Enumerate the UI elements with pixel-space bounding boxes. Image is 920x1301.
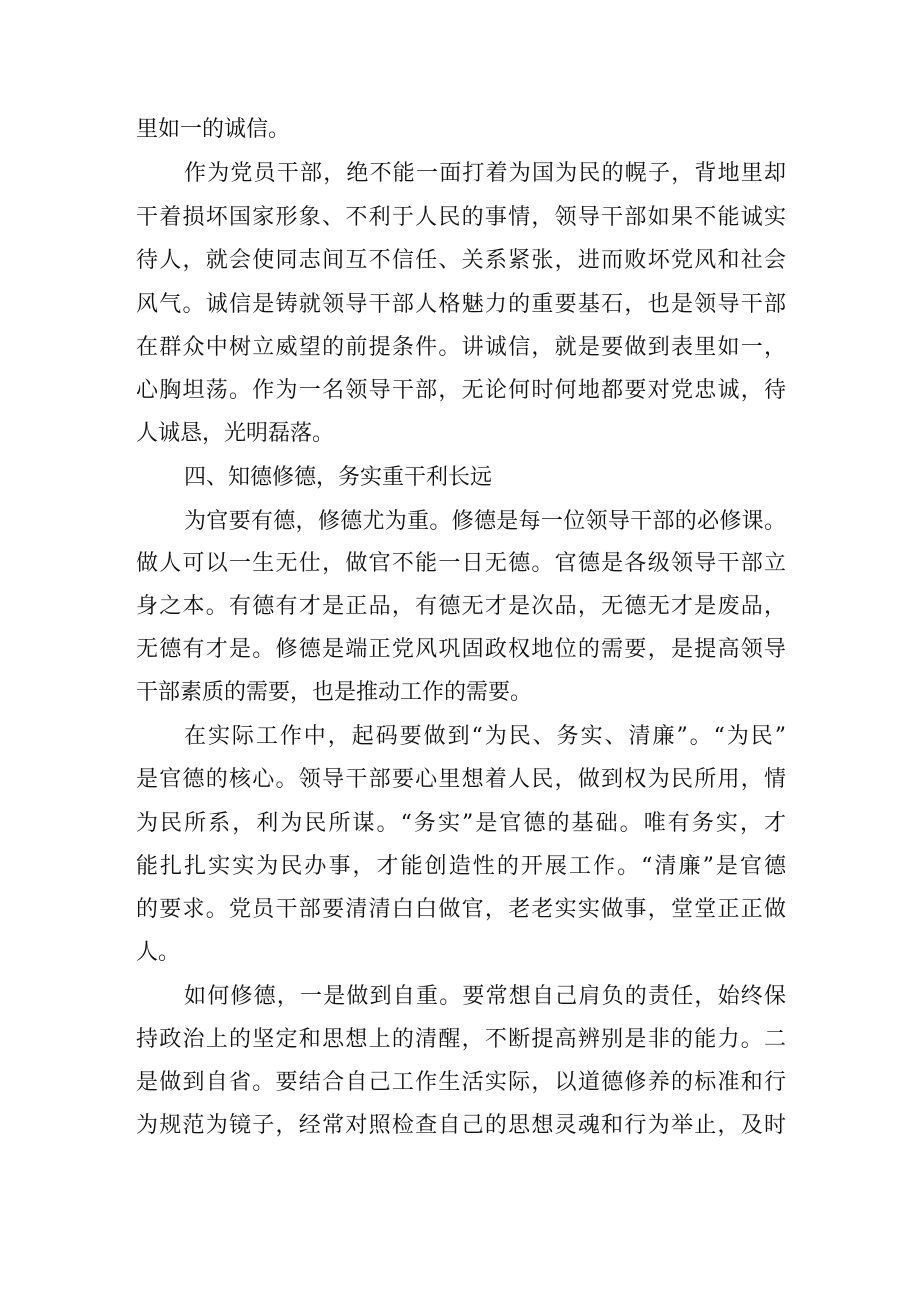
paragraph-line: 做人可以一生无仕，做官不能一日无德。官德是各级领导干部立 <box>136 551 786 576</box>
paragraph-line: 待人，就会使同志间互不信任、关系紧张，进而败坏党风和社会 <box>136 248 786 273</box>
paragraph-line: 为民所系，利为民所谋。“务实”是官德的基础。唯有务实，才 <box>136 811 786 836</box>
paragraph-line: 干着损坏国家形象、不利于人民的事情，领导干部如果不能诚实 <box>136 205 786 230</box>
paragraph-line: 如何修德，一是做到自重。要常想自己肩负的责任，始终保 <box>184 984 786 1009</box>
paragraph-line: 作为党员干部，绝不能一面打着为国为民的幌子，背地里却 <box>184 161 786 186</box>
paragraph-line: 的要求。党员干部要清清白白做官，老老实实做事，堂堂正正做 <box>136 897 786 922</box>
paragraph-line: 无德有才是。修德是端正党风巩固政权地位的需要，是提高领导 <box>136 637 786 662</box>
paragraph-line: 在群众中树立威望的前提条件。讲诚信，就是要做到表里如一， <box>136 335 786 360</box>
paragraph-line: 在实际工作中，起码要做到“为民、务实、清廉”。“为民” <box>184 724 786 749</box>
paragraph-line: 人诚恳，光明磊落。 <box>136 421 335 446</box>
paragraph-line: 是做到自省。要结合自己工作生活实际，以道德修养的标准和行 <box>136 1070 786 1095</box>
paragraph-line: 心胸坦荡。作为一名领导干部，无论何时何地都要对党忠诚，待 <box>136 378 786 403</box>
paragraph-line: 干部素质的需要，也是推动工作的需要。 <box>136 680 533 705</box>
paragraph-line: 人。 <box>136 940 181 965</box>
paragraph-line: 是官德的核心。领导干部要心里想着人民，做到权为民所用，情 <box>136 767 786 792</box>
paragraph-line: 为官要有德，修德尤为重。修德是每一位领导干部的必修课。 <box>184 509 786 534</box>
paragraph-line: 持政治上的坚定和思想上的清醒，不断提高辨别是非的能力。二 <box>136 1027 786 1052</box>
paragraph-line: 风气。诚信是铸就领导干部人格魅力的重要基石，也是领导干部 <box>136 292 786 317</box>
paragraph-line: 身之本。有德有才是正品，有德无才是次品，无德无才是废品， <box>136 594 786 619</box>
section-heading: 四、知德修德，务实重干利长远 <box>184 465 493 490</box>
paragraph-line: 为规范为镜子，经常对照检查自己的思想灵魂和行为举止，及时 <box>136 1113 786 1138</box>
paragraph-line: 能扎扎实实为民办事，才能创造性的开展工作。“清廉”是官德 <box>136 854 786 879</box>
paragraph-line: 里如一的诚信。 <box>136 117 291 142</box>
